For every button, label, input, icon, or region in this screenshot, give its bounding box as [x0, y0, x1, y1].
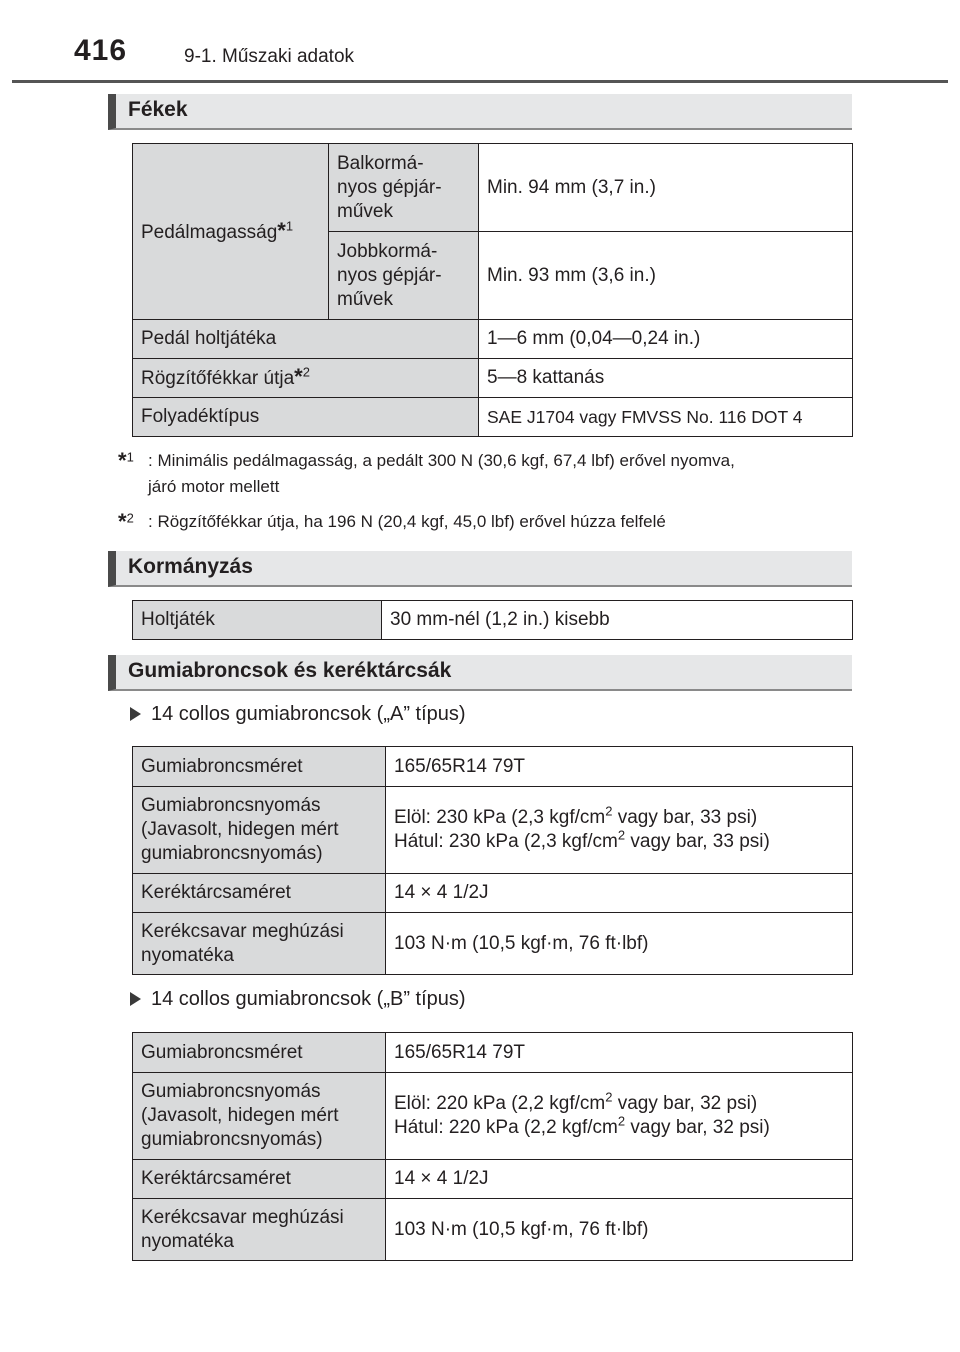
tire-pressure-label: Gumiabroncsnyomás (Javasolt, hidegen mért gumiabroncsnyomás): [133, 787, 386, 874]
triangle-bullet-icon: [130, 992, 141, 1006]
pedal-play-value: 1—6 mm (0,04—0,24 in.): [479, 320, 853, 359]
tire-size-value: 165/65R14 79T: [386, 1033, 853, 1073]
tire-table-a: [132, 746, 853, 975]
steering-table: [132, 600, 853, 640]
pedal-height-label: Pedálmagasság*$^1$: [133, 144, 329, 320]
free-play-value: 30 mm-nél (1,2 in.) kisebb: [382, 601, 853, 640]
table-row: [133, 398, 853, 437]
section-tires-heading: [108, 655, 852, 691]
page-header: [12, 34, 948, 83]
table-row: [133, 913, 853, 975]
table-row: [133, 359, 853, 398]
tire-size-value: 165/65R14 79T: [386, 747, 853, 787]
chapter-title: 9-1. Műszaki adatok: [184, 46, 355, 67]
section-title: Gumiabroncsok és keréktárcsák: [128, 659, 452, 682]
wheel-size-label: Keréktárcsaméret: [133, 1160, 386, 1199]
lug-nut-torque-value: 103 N·m (10,5 kgf·m, 76 ft·lbf): [386, 913, 853, 975]
table-row: [133, 1033, 853, 1073]
tire-size-label: Gumiabroncsméret: [133, 747, 386, 787]
lhd-label: Balkormá- nyos gépjár- művek: [329, 144, 479, 232]
table-row: [133, 1160, 853, 1199]
table-row: [133, 787, 853, 874]
section-steering-heading: [108, 551, 852, 587]
footnote-1: *$^1$ : Minimális pedálmagasság, a pedált 300 N (30,6 kgf, 67,4 lbf) erővel nyomva, járó motor mellett: [118, 448, 735, 496]
tire-table-b: [132, 1032, 853, 1261]
section-title: Kormányzás: [128, 555, 253, 578]
tire-pressure-value: Elöl: 230 kPa (2,3 kgf/$cm^2$ vagy bar, 33 psi) Hátul: 230 kPa (2,3 kgf/$cm^2$ vagy bar, 33 psi): [386, 787, 853, 874]
table-row: [133, 601, 853, 640]
free-play-label: Holtjáték: [133, 601, 382, 640]
fluid-type-label: Folyadéktípus: [133, 398, 479, 437]
section-title: Fékek: [128, 98, 188, 121]
page-number: 416: [74, 34, 128, 67]
table-row: [133, 320, 853, 359]
table-row: [133, 144, 853, 232]
wheel-size-label: Keréktárcsaméret: [133, 874, 386, 913]
parking-brake-label: Rögzítőfékkar útja*$^2$: [133, 359, 479, 398]
table-row: [133, 747, 853, 787]
tire-group-a-heading: 14 collos gumiabroncsok („A” típus): [130, 703, 466, 726]
tire-pressure-label: Gumiabroncsnyomás (Javasolt, hidegen mért gumiabroncsnyomás): [133, 1073, 386, 1160]
lug-nut-torque-value: 103 N·m (10,5 kgf·m, 76 ft·lbf): [386, 1199, 853, 1261]
tire-group-b-heading: 14 collos gumiabroncsok („B” típus): [130, 988, 466, 1011]
lug-nut-torque-label: Kerékcsavar meghúzási nyomatéka: [133, 1199, 386, 1261]
table-row: [133, 1073, 853, 1160]
table-row: [133, 874, 853, 913]
tire-size-label: Gumiabroncsméret: [133, 1033, 386, 1073]
section-brakes-heading: [108, 94, 852, 130]
lug-nut-torque-label: Kerékcsavar meghúzási nyomatéka: [133, 913, 386, 975]
wheel-size-value: 14 × 4 1/2J: [386, 1160, 853, 1199]
wheel-size-value: 14 × 4 1/2J: [386, 874, 853, 913]
triangle-bullet-icon: [130, 707, 141, 721]
tire-pressure-value: Elöl: 220 kPa (2,2 kgf/$cm^2$ vagy bar, 32 psi) Hátul: 220 kPa (2,2 kgf/$cm^2$ vagy bar, 32 psi): [386, 1073, 853, 1160]
rhd-value: Min. 93 mm (3,6 in.): [479, 232, 853, 320]
footnote-2: *$^2$ : Rögzítőfékkar útja, ha 196 N (20,4 kgf, 45,0 lbf) erővel húzza felfelé: [118, 509, 666, 534]
table-row: [133, 1199, 853, 1261]
parking-brake-value: 5—8 kattanás: [479, 359, 853, 398]
brakes-table: [132, 143, 853, 437]
rhd-label: Jobbkormá- nyos gépjár- művek: [329, 232, 479, 320]
pedal-play-label: Pedál holtjátéka: [133, 320, 479, 359]
lhd-value: Min. 94 mm (3,7 in.): [479, 144, 853, 232]
fluid-type-value: SAE J1704 vagy FMVSS No. 116 DOT 4: [479, 398, 853, 437]
